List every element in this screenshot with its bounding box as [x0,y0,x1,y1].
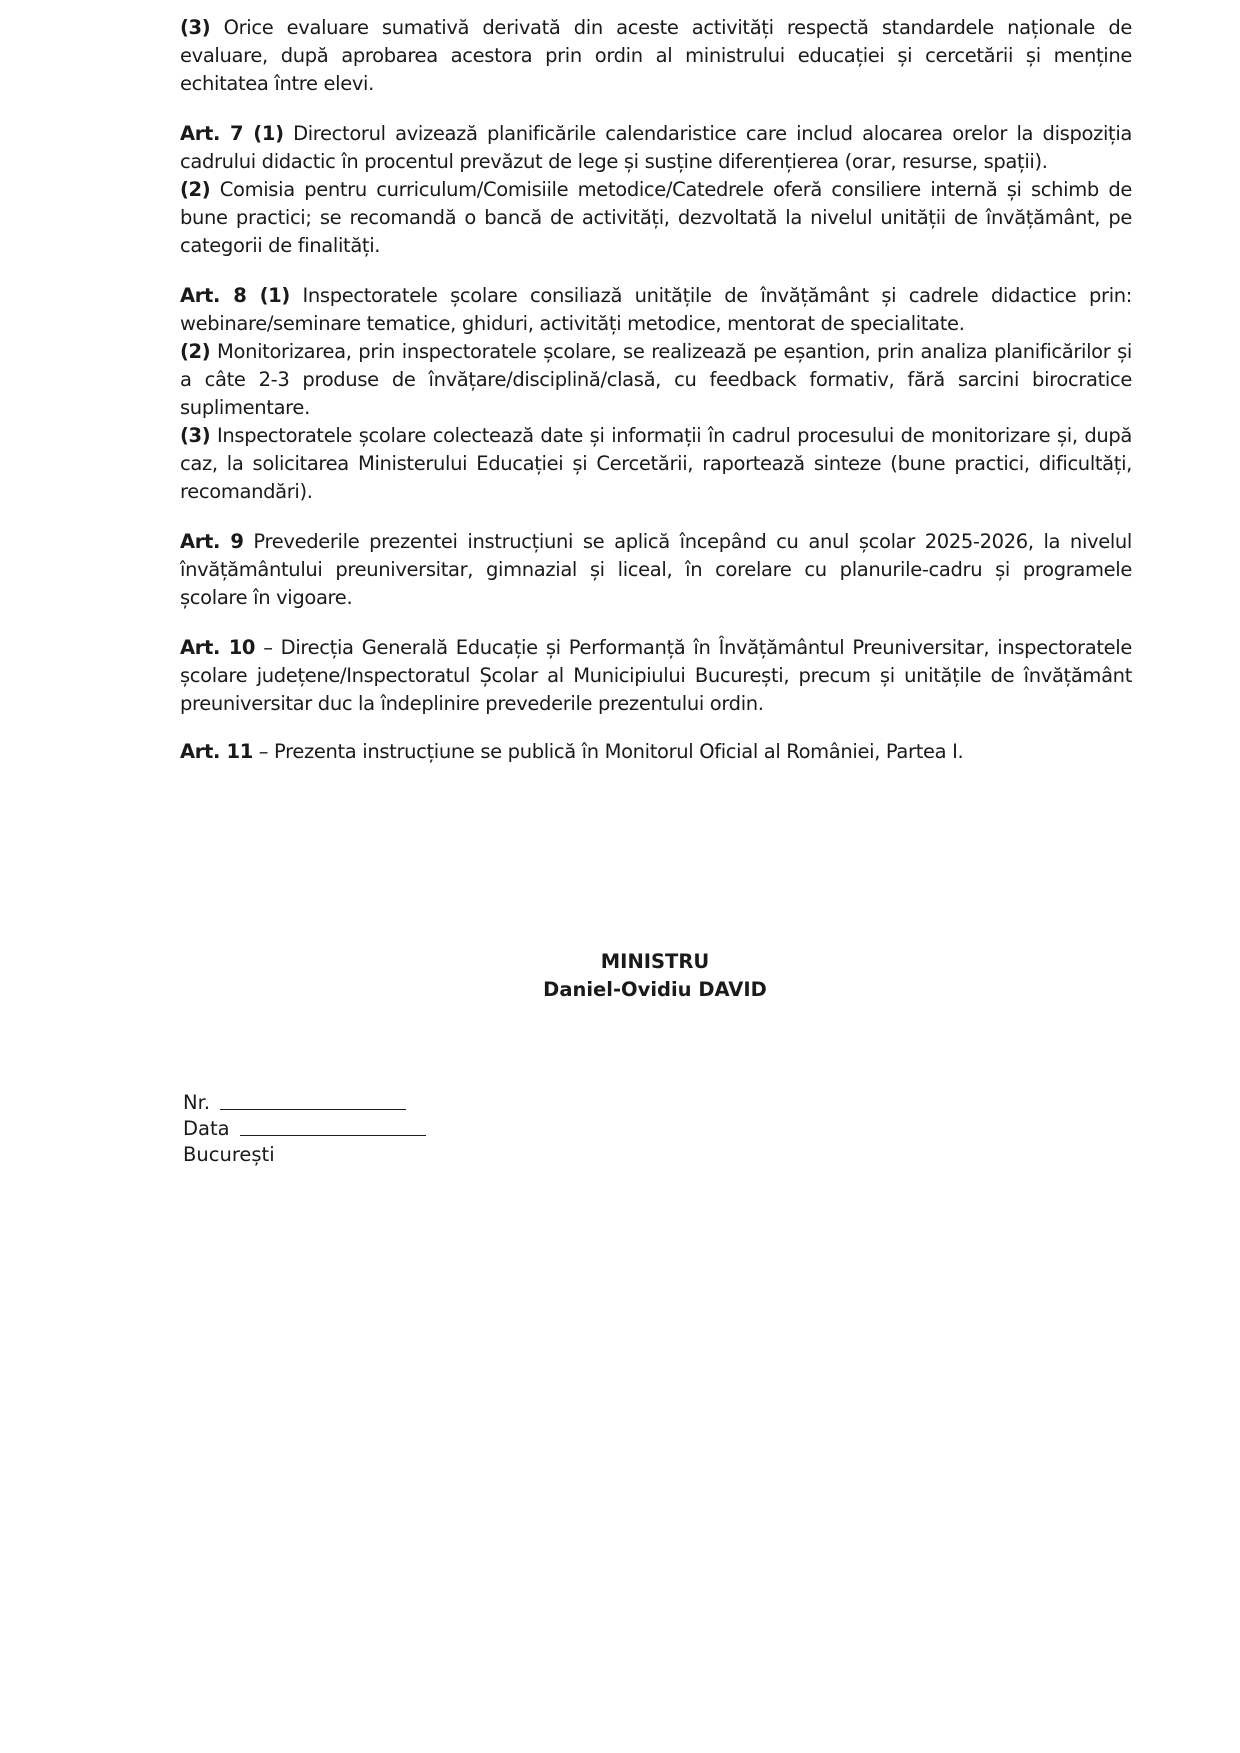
number-label: Nr. [183,1091,211,1114]
paragraph-text: – Prezenta instrucțiune se publică în Monitorul Oficial al României, Partea I. [252,740,964,763]
paragraph-label: (3) [180,424,211,447]
number-blank-line [220,1109,406,1110]
registration-block [183,1090,426,1168]
paragraph-text: Inspectoratele școlare consiliază unitățile de învățământ și cadrele didactice prin: webinare/seminare tematice, ghiduri, activități metodice, mentorat de specialitate. [180,284,1132,335]
art9-paragraph [180,528,1132,612]
art7-paragraph-1 [180,120,1132,176]
paragraph-text: Monitorizarea, prin inspectoratele școlare, se realizează pe eșantion, prin analiza planificărilor și a câte 2-3 produse de învățare/disciplină/clasă, cu feedback formativ, fără sarcini birocratice suplimentare. [180,340,1132,419]
art7-paragraph-2 [180,176,1132,260]
city-label: București [183,1143,275,1166]
date-blank-line [240,1135,426,1136]
article-heading: Art. 9 [180,530,244,553]
paragraph-text: Orice evaluare sumativă derivată din aceste activități respectă standardele naționale de evaluare, după aprobarea acestora prin ordin al ministrului educației și cercetării și menține echitatea între elevi. [180,16,1132,95]
art8-paragraph-3 [180,422,1132,506]
signature-block [490,948,820,1004]
number-row [183,1090,426,1116]
signatory-title: MINISTRU [600,950,710,973]
article-heading: Art. 8 [180,284,247,307]
art11-paragraph [180,738,1132,766]
art8-paragraph-1 [180,282,1132,338]
paragraph-label: (2) [180,178,211,201]
article-heading: Art. 11 [180,740,253,763]
paragraph-label: (1) [243,122,284,145]
date-label: Data [183,1117,230,1140]
signatory-name: Daniel-Ovidiu DAVID [543,978,767,1001]
paragraph-label: (1) [246,284,290,307]
paragraph-text: Comisia pentru curriculum/Comisiile metodice/Catedrele oferă consiliere internă și schimb de bune practici; se recomandă o bancă de activități, dezvoltată la nivelul unității de învățământ, pe categorii de finalități. [180,178,1132,257]
article-heading: Art. 7 [180,122,244,145]
paragraph-label: (3) [180,16,211,39]
paragraph-text: Inspectoratele școlare colectează date și informații în cadrul procesului de monitorizare și, după caz, la solicitarea Ministerului Educației și Cercetării, raportează sinteze (bune practici, dificultăți, recomandări). [180,424,1132,503]
document-body [180,14,1132,766]
paragraph-text: – Direcția Generală Educație și Performanță în Învățământul Preuniversitar, inspectoratele școlare județene/Inspectoratul Școlar al Municipiului București, precum și unitățile de învățământ preuniversitar duc la îndeplinire prevederile prezentului ordin. [180,636,1132,715]
article-heading: Art. 10 [180,636,256,659]
paragraph-label: (2) [180,340,211,363]
paragraph-text: Directorul avizează planificările calendaristice care includ alocarea orelor la dispoziția cadrului didactic în procentul prevăzut de lege și susține diferențierea (orar, resurse, spații). [180,122,1132,173]
date-row [183,1116,426,1142]
art6-paragraph-3 [180,14,1132,98]
art8-paragraph-2 [180,338,1132,422]
art10-paragraph [180,634,1132,718]
paragraph-text: Prevederile prezentei instrucțiuni se aplică începând cu anul școlar 2025-2026, la nivelul învățământului preuniversitar, gimnazial și liceal, în corelare cu planurile-cadru și programele școlare în vigoare. [180,530,1132,609]
